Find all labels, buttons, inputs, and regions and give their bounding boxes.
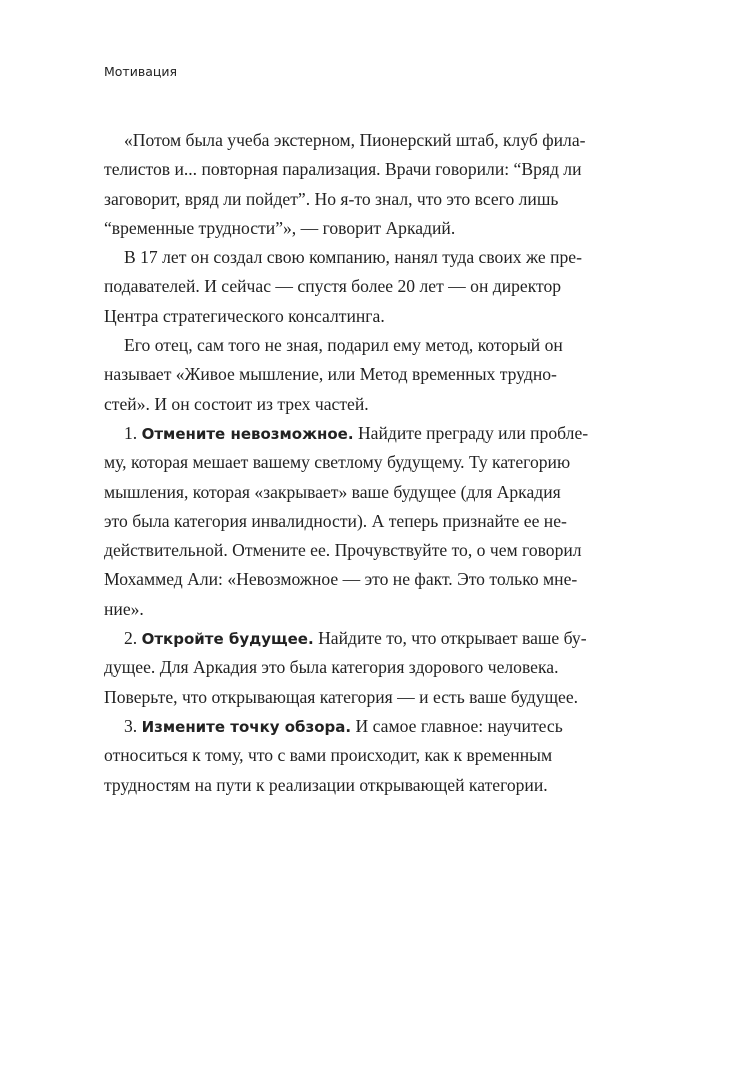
bold-heading: Отмените невозможное. (141, 424, 354, 443)
text-run: Найдите то, что открывает ваше бу- (318, 628, 587, 649)
text-line: стей». И он состоит из трех частей. (104, 393, 369, 414)
text-line: относиться к тому, что с вами происходит, как к временным (104, 745, 553, 766)
bold-heading: Измените точку обзора. (141, 717, 352, 736)
text-line: действительной. Отмените ее. Прочувствуйте то, о чем говорил (104, 540, 582, 561)
text-run: Найдите преграду или пробле- (357, 422, 589, 443)
list-number: 3. (124, 715, 138, 736)
text-line: Центра стратегического консалтинга. (104, 305, 385, 326)
text-line: Его отец, сам того не зная, подарил ему метод, который он (124, 335, 563, 356)
text-line: ние». (104, 598, 144, 619)
list-number: 1. (124, 422, 138, 443)
list-item-first-line (104, 712, 632, 741)
text-line: телистов и... повторная парализация. Врачи говорили: “Вряд ли (104, 159, 582, 180)
list-item (104, 712, 632, 800)
paragraph (104, 126, 632, 243)
list-item (104, 419, 632, 624)
page-body (104, 126, 632, 800)
running-head: Мотивация (104, 64, 178, 79)
list-item-first-line (104, 419, 632, 448)
text-line: Поверьте, что открывающая категория — и есть ваше будущее. (104, 686, 579, 707)
text-line: му, которая мешает вашему светлому будущему. Ту категорию (104, 452, 571, 473)
paragraph (104, 243, 632, 331)
text-line: называет «Живое мышление, или Метод временных трудно- (104, 364, 557, 385)
text-line: дущее. Для Аркадия это была категория здорового человека. (104, 657, 559, 678)
list-item (104, 624, 632, 712)
text-line: подавателей. И сейчас — спустя более 20 лет — он директор (104, 276, 562, 297)
text-line: заговорит, вряд ли пойдет”. Но я-то знал, что это всего лишь (104, 188, 559, 209)
bold-heading: Откройте будущее. (141, 630, 314, 649)
text-line: В 17 лет он создал свою компанию, нанял туда своих же пре- (124, 247, 582, 268)
text-run: И самое главное: научитесь (355, 715, 563, 736)
text-line: «Потом была учеба экстерном, Пионерский штаб, клуб фила- (124, 130, 586, 150)
text-line: это была категория инвалидности). А теперь признайте ее не- (104, 510, 567, 531)
text-line: трудностям на пути к реализации открывающей категории. (104, 774, 548, 795)
paragraph (104, 331, 632, 419)
list-item-first-line (104, 624, 632, 653)
text-line: мышления, которая «закрывает» ваше будущее (для Аркадия (104, 481, 561, 502)
text-line: “временные трудности”», — говорит Аркадий. (104, 217, 456, 238)
list-number: 2. (124, 628, 138, 649)
text-line: Мохаммед Али: «Невозможное — это не факт. Это только мне- (104, 569, 578, 590)
